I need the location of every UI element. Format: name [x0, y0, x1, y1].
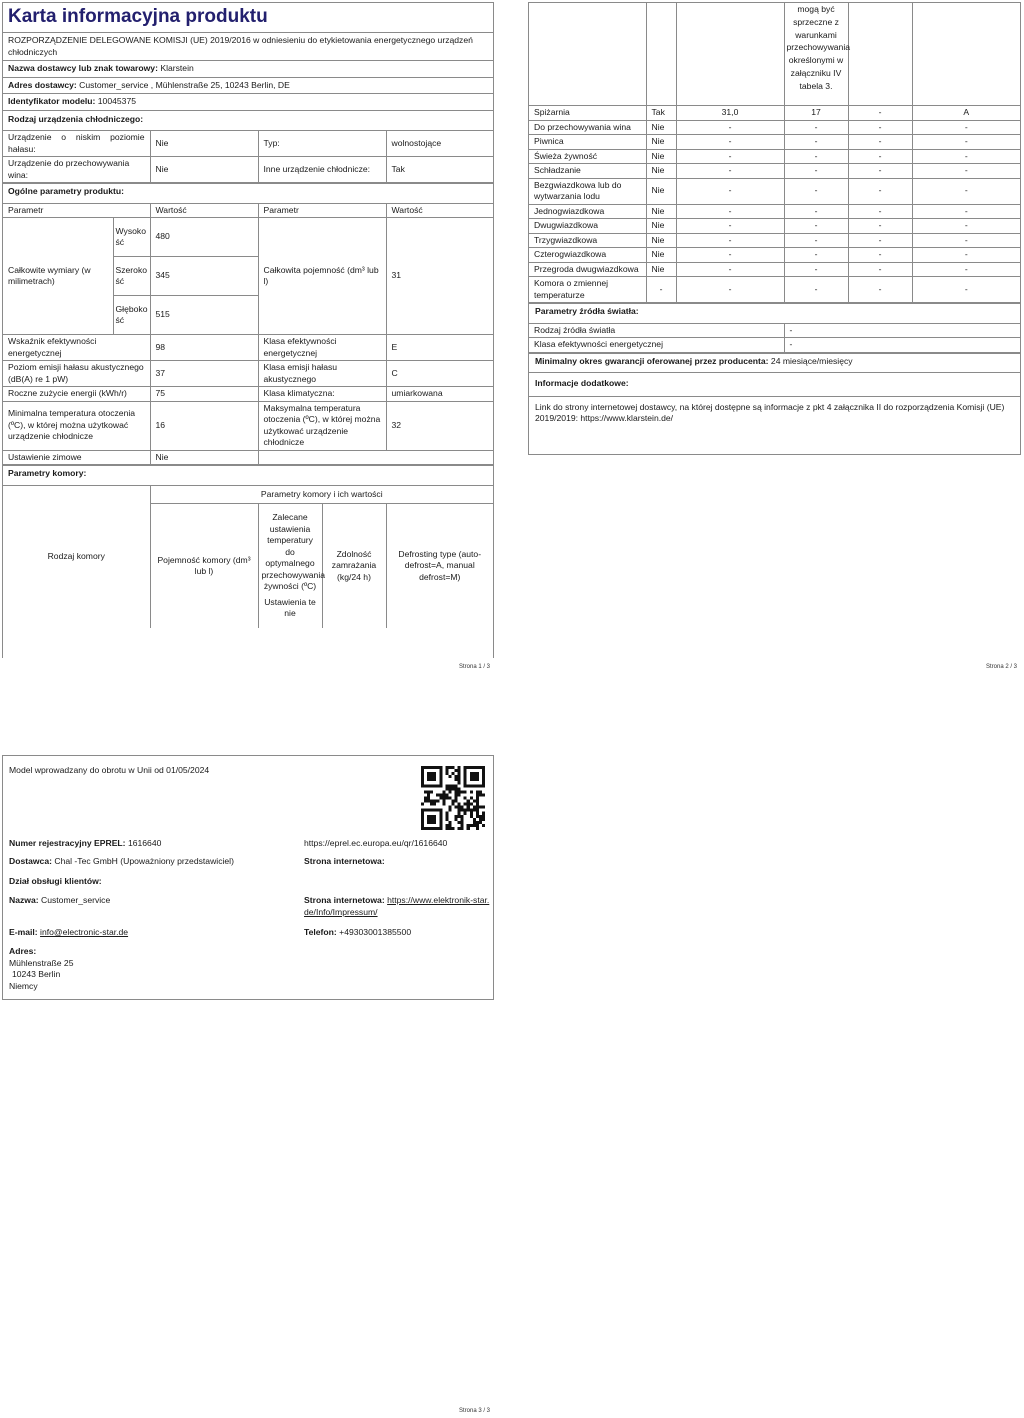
additional-info-row — [529, 372, 1020, 396]
compartment-header-table — [3, 485, 493, 629]
compartment-name: Piwnica — [529, 135, 646, 150]
email-label: E-mail: — [9, 927, 38, 937]
min-temp-label: Minimalna temperatura otoczenia (ºC), w której można użytkować urządzenie chłodnicze — [3, 401, 150, 450]
compartment-row — [529, 219, 1020, 234]
compartment-volume: - — [676, 233, 784, 248]
compartment-present: Nie — [646, 262, 676, 277]
compartment-row — [529, 248, 1020, 263]
dims-label: Całkowite wymiary (w milimetrach) — [3, 218, 113, 335]
eei-label: Wskaźnik efektywności energetycznej — [3, 335, 150, 361]
page-3 — [2, 755, 494, 1000]
energy-label: Roczne zużycie energii (kWh/r) — [3, 387, 150, 402]
page-3-footer: Strona 3 / 3 — [459, 1408, 491, 1414]
compartment-defrost: - — [912, 178, 1020, 204]
compartment-name: Przegroda dwugwiazdkowa — [529, 262, 646, 277]
compartment-defrost: - — [912, 262, 1020, 277]
compartment-present: - — [646, 277, 676, 303]
phone-row — [304, 927, 411, 939]
qr-code-icon — [421, 766, 485, 830]
general-params-label: Ogólne parametry produktu: — [8, 186, 125, 196]
additional-info-label: Informacje dodatkowe: — [535, 378, 629, 388]
comp-header-type: Rodzaj komory — [3, 485, 150, 628]
col-param-header-2: Parametr — [258, 203, 386, 218]
name-row — [9, 895, 110, 907]
type-label: Typ: — [258, 131, 386, 157]
email-row — [9, 927, 128, 939]
capacity-value: 31 — [386, 218, 493, 335]
compartment-defrost: - — [912, 149, 1020, 164]
address-label: Adres dostawcy: — [8, 79, 77, 90]
compartment-name: Komora o zmiennej temperaturze — [529, 277, 646, 303]
compartment-volume: - — [676, 149, 784, 164]
compartment-freeze: - — [848, 178, 912, 204]
website-row — [304, 856, 385, 868]
compartment-row — [529, 164, 1020, 179]
supplier-row — [3, 60, 493, 77]
capacity-label: Całkowita pojemność (dm³ lub l) — [258, 218, 386, 335]
compartment-freeze: - — [848, 135, 912, 150]
compartment-freeze: - — [848, 204, 912, 219]
compartment-temp: 17 — [784, 106, 848, 121]
eprel-value: 1616640 — [127, 838, 162, 848]
model-row — [3, 93, 493, 110]
placed-on-market-text: Model wprowadzany do obrotu w Unii od 01/05/2024 — [9, 765, 210, 775]
depth-value: 515 — [150, 296, 258, 335]
compartment-present: Nie — [646, 178, 676, 204]
compartment-freeze: - — [848, 106, 912, 121]
comp-header-defrost: Defrosting type (auto-defrost=A, manual defrost=M) — [386, 504, 493, 629]
appliance-type-table — [3, 130, 493, 183]
light-type-label: Rodzaj źródła światła — [529, 323, 784, 338]
low-noise-label: Urządzenie o niskim poziomie hałasu: — [3, 131, 150, 157]
noise-class-value: C — [386, 361, 493, 387]
cont-empty-type — [529, 3, 646, 106]
compartment-row — [529, 233, 1020, 248]
compartment-temp: - — [784, 135, 848, 150]
warranty-value: 24 miesiące/miesięcy — [770, 355, 853, 366]
comp-header-temp: Zalecane ustawienia temperatury do optymalnego przechowywania żywności (ºC) — [261, 512, 326, 592]
general-params-row — [3, 183, 493, 203]
compartment-row — [529, 178, 1020, 204]
compartment-temp: - — [784, 262, 848, 277]
address-block — [9, 946, 74, 992]
width-value: 345 — [150, 257, 258, 296]
compartment-params-label: Parametry komory: — [8, 468, 87, 478]
eei-value: 98 — [150, 335, 258, 361]
website2-link[interactable]: https://www.elektronik-star.de/Info/Impressum/ — [304, 895, 490, 917]
compartment-defrost: - — [912, 277, 1020, 303]
compartment-volume: - — [676, 164, 784, 179]
compartment-defrost: - — [912, 135, 1020, 150]
compartment-name: Trzygwiazdkowa — [529, 233, 646, 248]
compartment-temp: - — [784, 233, 848, 248]
wine-label: Urządzenie do przechowywania wina: — [3, 157, 150, 183]
compartment-defrost: - — [912, 164, 1020, 179]
phone-label: Telefon: — [304, 927, 337, 937]
winter-label: Ustawienie zimowe — [3, 450, 150, 465]
page-title: Karta informacyjna produktu — [8, 6, 268, 27]
comp-header-freeze: Zdolność zamrażania (kg/24 h) — [322, 504, 386, 629]
compartment-temp: - — [784, 204, 848, 219]
supplier-link-row — [529, 396, 1020, 427]
page-2 — [528, 2, 1021, 455]
eprel-label: Numer rejestracyjny EPREL: — [9, 838, 126, 848]
compartment-row — [529, 135, 1020, 150]
comp-header-volume: Pojemność komory (dm³ lub l) — [150, 504, 258, 629]
compartment-rows — [529, 106, 1020, 303]
cont-empty-volume — [676, 3, 784, 106]
compartment-defrost: A — [912, 106, 1020, 121]
model-value: 10045375 — [97, 96, 137, 106]
dostawca-label: Dostawca: — [9, 856, 52, 866]
noise-class-label: Klasa emisji hałasu akustycznego — [258, 361, 386, 387]
compartment-name: Schładzanie — [529, 164, 646, 179]
light-type-value: - — [784, 323, 1020, 338]
height-label: Wysokość — [113, 218, 150, 257]
climate-label: Klasa klimatyczna: — [258, 387, 386, 402]
compartment-row — [529, 106, 1020, 121]
compartment-freeze: - — [848, 120, 912, 135]
light-params-label: Parametry źródła światła: — [535, 306, 639, 316]
climate-value: umiarkowana — [386, 387, 493, 402]
regulation-text: ROZPORZĄDZENIE DELEGOWANE KOMISJI (UE) 2019/2016 w odniesieniu do etykietowania energetycznego urządzeń chłodniczych — [3, 32, 493, 60]
winter-empty-cell — [258, 450, 493, 465]
other-value: Tak — [386, 157, 493, 183]
warranty-row — [529, 353, 1020, 373]
compartment-table — [529, 3, 1020, 303]
general-params-table — [3, 203, 493, 466]
supplier-label: Nazwa dostawcy lub znak towarowy: — [8, 63, 158, 73]
address-line-1: Mühlenstraße 25 — [9, 957, 74, 968]
light-class-label: Klasa efektywności energetycznej — [529, 338, 784, 353]
wine-value: Nie — [150, 157, 258, 183]
service-row — [9, 876, 102, 888]
website-label: Strona internetowa: — [304, 856, 385, 866]
appliance-type-row — [3, 110, 493, 131]
min-temp-value: 16 — [150, 401, 258, 450]
compartment-name: Świeża żywność — [529, 149, 646, 164]
name-label: Nazwa: — [9, 895, 39, 905]
warranty-label: Minimalny okres gwarancji oferowanej przez producenta: — [535, 355, 769, 366]
supplier-link-url[interactable]: https://www.klarstein.de/ — [580, 413, 674, 423]
page-1-footer: Strona 1 / 3 — [459, 664, 491, 670]
compartment-row — [529, 204, 1020, 219]
height-value: 480 — [150, 218, 258, 257]
low-noise-value: Nie — [150, 131, 258, 157]
appliance-type-label: Rodzaj urządzenia chłodniczego: — [8, 113, 144, 124]
compartment-row — [529, 149, 1020, 164]
compartment-present: Nie — [646, 204, 676, 219]
dostawca-value: Chal -Tec GmbH (Upoważniony przedstawiciel) — [54, 856, 234, 866]
compartment-temp: - — [784, 248, 848, 263]
compartment-volume: - — [676, 120, 784, 135]
light-table — [529, 323, 1020, 353]
compartment-volume: - — [676, 277, 784, 303]
compartment-present: Nie — [646, 164, 676, 179]
compartment-freeze: - — [848, 164, 912, 179]
compartment-freeze: - — [848, 233, 912, 248]
eprel-row — [9, 838, 161, 850]
cont-empty-defrost — [912, 3, 1020, 106]
compartment-temp: - — [784, 149, 848, 164]
address-row — [3, 77, 493, 94]
website2-row — [304, 895, 492, 918]
model-label: Identyfikator modelu: — [8, 96, 96, 106]
max-temp-value: 32 — [386, 401, 493, 450]
compartment-present: Nie — [646, 233, 676, 248]
compartment-name: Czterogwiazdkowa — [529, 248, 646, 263]
compartment-volume: - — [676, 178, 784, 204]
cont-empty-present — [646, 3, 676, 106]
phone-value: +49303001385500 — [339, 927, 412, 937]
compartment-freeze: - — [848, 149, 912, 164]
compartment-freeze: - — [848, 219, 912, 234]
compartment-present: Nie — [646, 219, 676, 234]
type-value: wolnostojące — [386, 131, 493, 157]
compartment-temp: - — [784, 164, 848, 179]
compartment-name: Jednogwiazdkowa — [529, 204, 646, 219]
energy-value: 75 — [150, 387, 258, 402]
compartment-row — [529, 277, 1020, 303]
compartment-defrost: - — [912, 204, 1020, 219]
light-params-row — [529, 303, 1020, 323]
compartment-name: Bezgwiazdkowa lub do wytwarzania lodu — [529, 178, 646, 204]
address-value: Customer_service , Mühlenstraße 25, 10243 Berlin, DE — [79, 79, 290, 90]
website2-label: Strona internetowa: — [304, 895, 385, 905]
compartment-row — [529, 120, 1020, 135]
col-value-header-2: Wartość — [386, 203, 493, 218]
eprel-link[interactable]: https://eprel.ec.europa.eu/qr/1616640 — [304, 838, 448, 848]
compartment-volume: 31,0 — [676, 106, 784, 121]
p3-address-label: Adres: — [9, 946, 37, 956]
compartment-defrost: - — [912, 219, 1020, 234]
dostawca-row — [9, 856, 234, 868]
depth-label: Głębokość — [113, 296, 150, 335]
compartment-present: Nie — [646, 120, 676, 135]
winter-value: Nie — [150, 450, 258, 465]
max-temp-label: Maksymalna temperatura otoczenia (ºC), w której można użytkować urządzenie chłodnicze — [258, 401, 386, 450]
compartment-defrost: - — [912, 233, 1020, 248]
compartment-volume: - — [676, 204, 784, 219]
col-value-header: Wartość — [150, 203, 258, 218]
service-label: Dział obsługi klientów: — [9, 876, 102, 886]
noise-value: 37 — [150, 361, 258, 387]
cont-empty-freeze — [848, 3, 912, 106]
compartment-volume: - — [676, 248, 784, 263]
eclass-value: E — [386, 335, 493, 361]
address-line-3: Niemcy — [9, 980, 38, 991]
compartment-present: Nie — [646, 248, 676, 263]
compartment-name: Spiżarnia — [529, 106, 646, 121]
noise-label: Poziom emisji hałasu akustycznego (dB(A) re 1 pW) — [3, 361, 150, 387]
comp-header-temp-cell — [258, 504, 326, 629]
eclass-label: Klasa efektywności energetycznej — [258, 335, 386, 361]
compartment-defrost: - — [912, 248, 1020, 263]
compartment-present: Nie — [646, 135, 676, 150]
other-label: Inne urządzenie chłodnicze: — [258, 157, 386, 183]
compartment-temp: - — [784, 178, 848, 204]
compartment-name: Dwugwiazdkowa — [529, 219, 646, 234]
compartment-temp: - — [784, 120, 848, 135]
compartment-params-row — [3, 465, 493, 485]
page-1 — [2, 2, 494, 658]
comp-header-temp-cont: Ustawienia te nie — [264, 596, 316, 619]
compartment-freeze: - — [848, 248, 912, 263]
col-param-header: Parametr — [3, 203, 150, 218]
compartment-volume: - — [676, 219, 784, 234]
page-2-footer: Strona 2 / 3 — [986, 664, 1018, 670]
compartment-volume: - — [676, 135, 784, 150]
address-line-2: 10243 Berlin — [12, 969, 61, 979]
compartment-defrost: - — [912, 120, 1020, 135]
compartment-present: Tak — [646, 106, 676, 121]
cont-temp-text: mogą być sprzeczne z warunkami przechowywania określonymi w załączniku IV tabela 3. — [784, 3, 848, 106]
email-link[interactable]: info@electronic-star.de — [40, 927, 129, 937]
comp-header-group: Parametry komory i ich wartości — [150, 485, 493, 504]
supplier-link-text: Link do strony internetowej dostawcy, na której dostępne są informacje z pkt 4 załącznika II do rozporządzenia Komisji (UE) 2019/2019: — [535, 401, 1005, 423]
compartment-volume: - — [676, 262, 784, 277]
compartment-present: Nie — [646, 149, 676, 164]
compartment-name: Do przechowywania wina — [529, 120, 646, 135]
supplier-value: Klarstein — [160, 63, 194, 73]
name-value: Customer_service — [41, 895, 111, 905]
compartment-freeze: - — [848, 277, 912, 303]
compartment-temp: - — [784, 277, 848, 303]
compartment-temp: - — [784, 219, 848, 234]
compartment-freeze: - — [848, 262, 912, 277]
width-label: Szerokość — [113, 257, 150, 296]
compartment-row — [529, 262, 1020, 277]
light-class-value: - — [784, 338, 1020, 353]
